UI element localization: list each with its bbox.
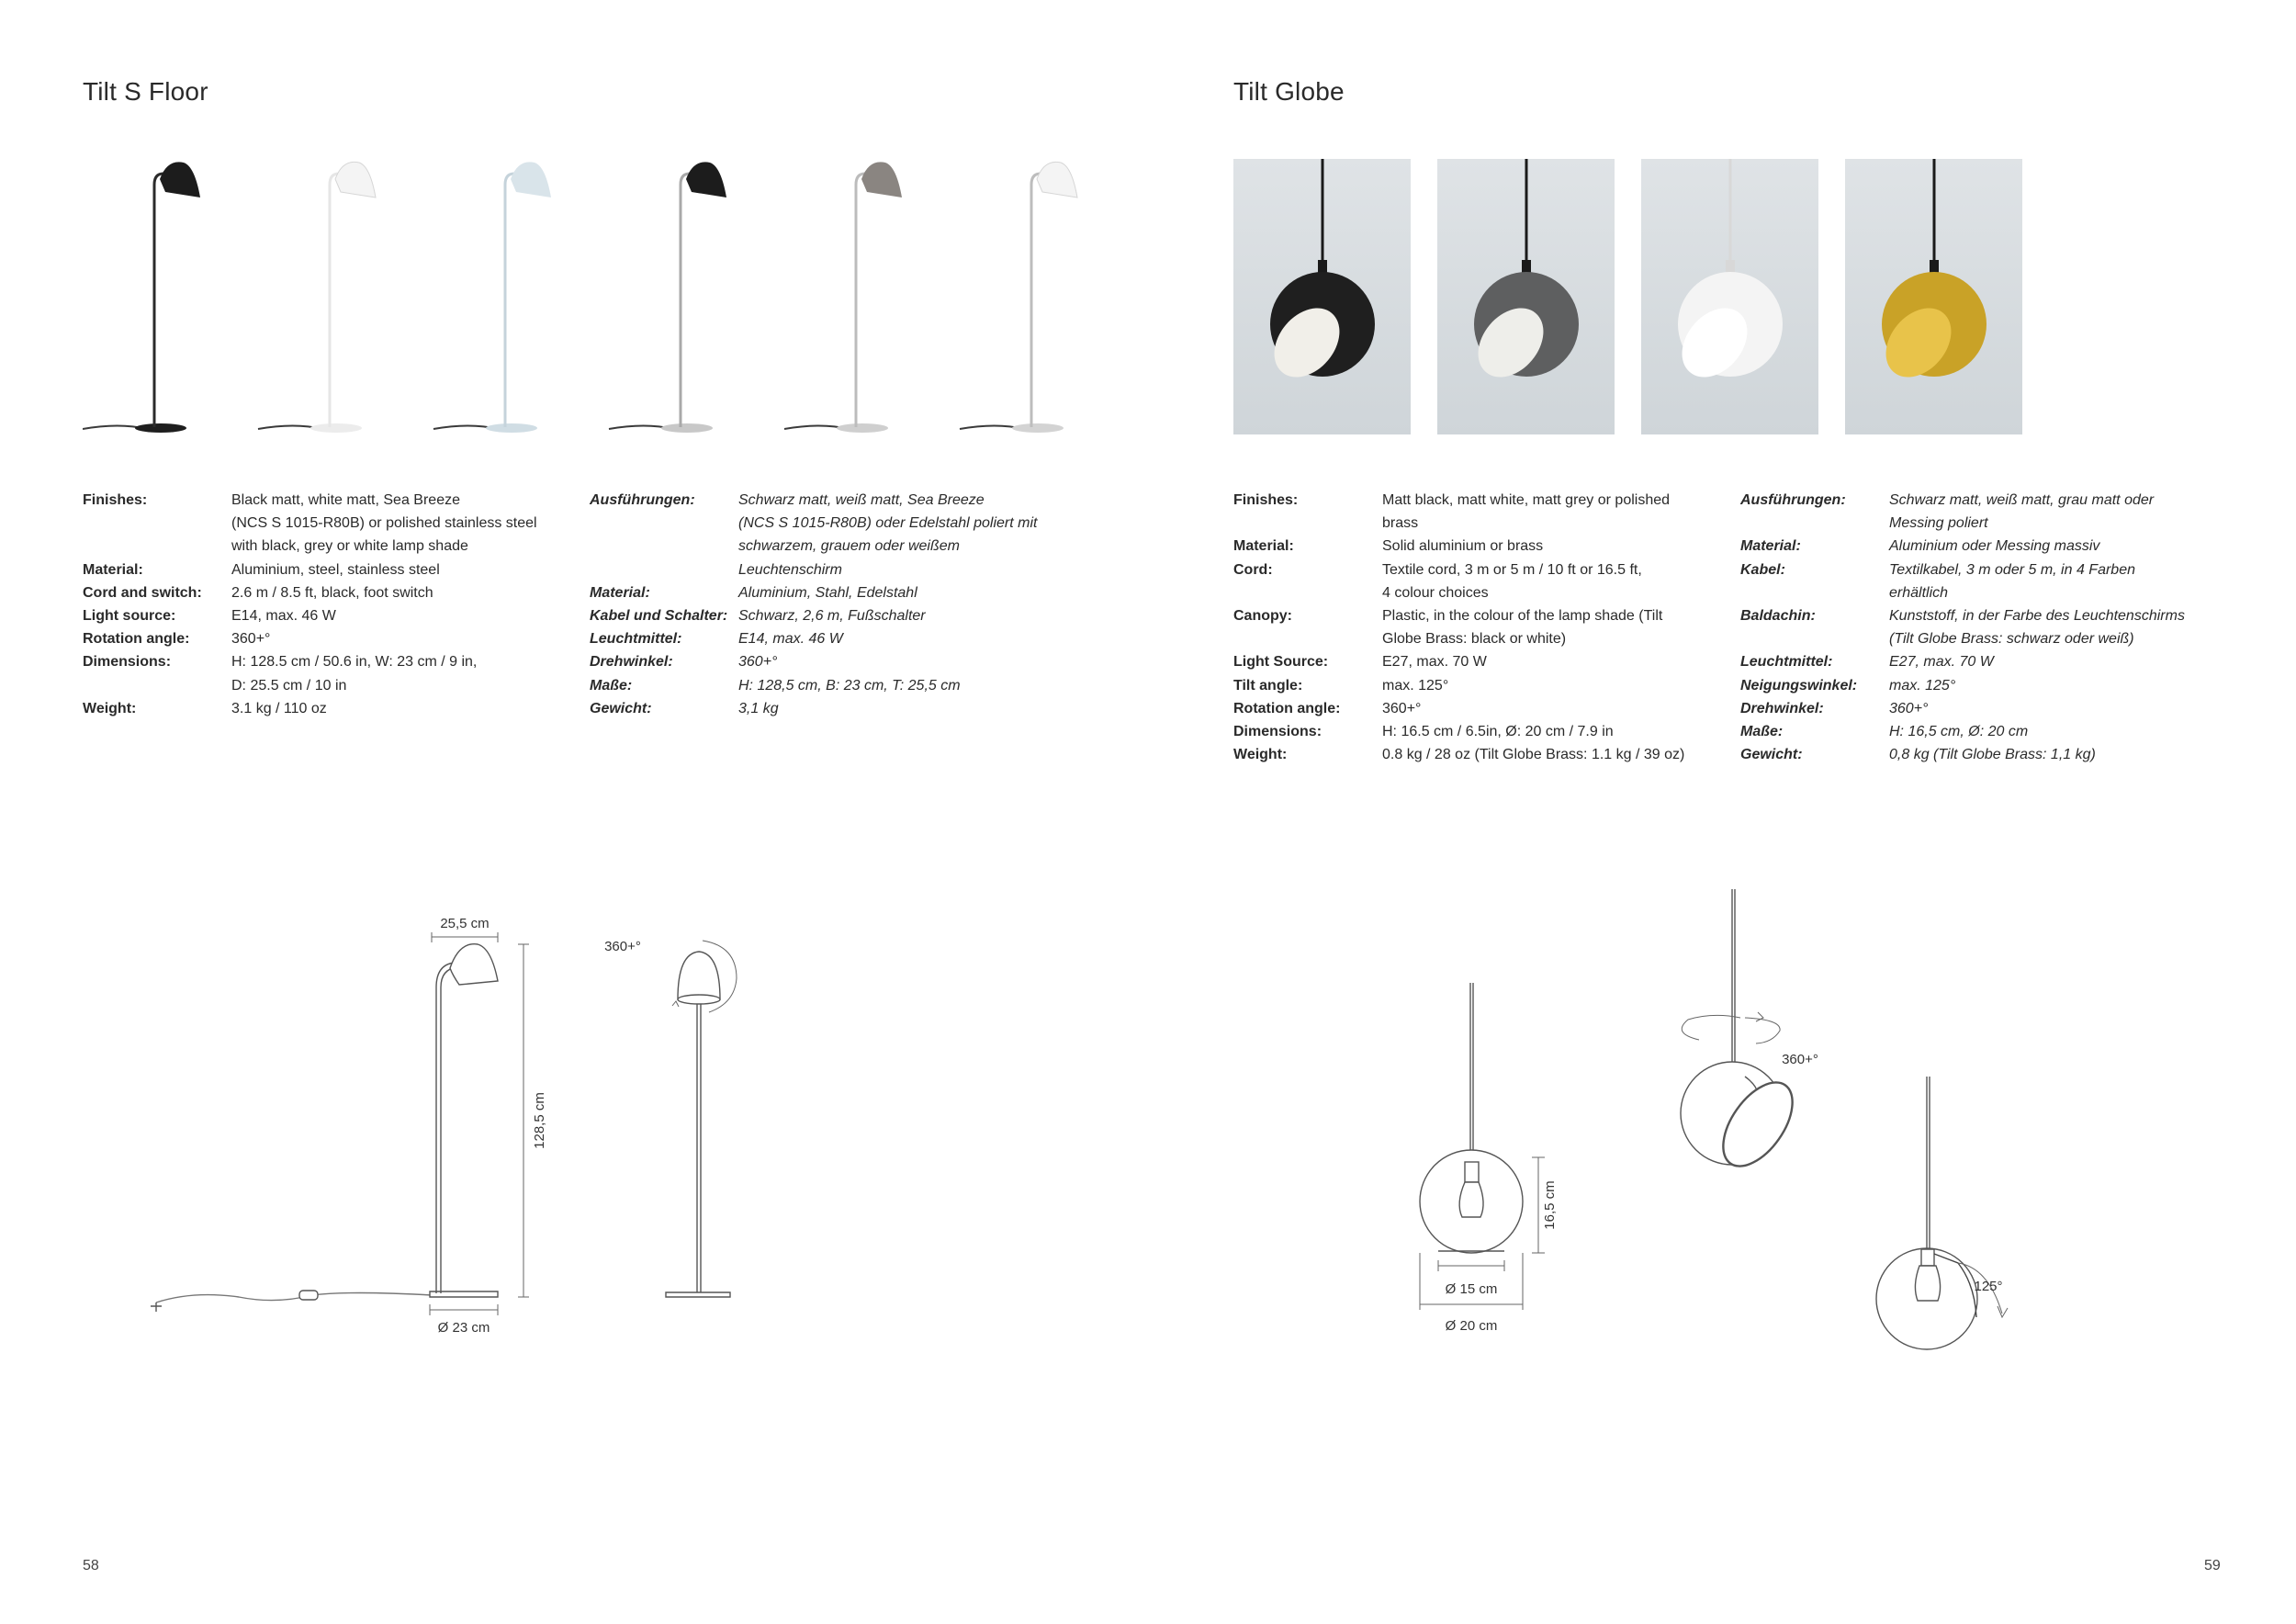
spec-row (1233, 697, 1740, 720)
spec-row (590, 697, 1106, 720)
specs-tilt-globe-de (1740, 489, 2257, 766)
page-title-tilt-s-floor: Tilt S Floor (83, 77, 208, 106)
spec-label: Leuchtmittel: (1740, 654, 1833, 671)
page-title-tilt-globe: Tilt Globe (1233, 77, 1345, 106)
spec-label: Light Source: (1233, 654, 1329, 671)
spec-row (1233, 650, 1740, 673)
spec-label: Finishes: (83, 492, 148, 508)
depth-dimension-label: 25,5 cm (440, 916, 490, 931)
spec-row (590, 581, 1106, 604)
tilt-s-floor-dimension-drawing (138, 900, 762, 1341)
spec-label: Drehwinkel: (590, 654, 673, 671)
spec-value: E14, max. 46 W (738, 631, 843, 648)
spec-value: Black matt, white matt, Sea Breeze (NCS S 1015-R80B) or polished stainless steel with black, grey or white lamp shade (231, 492, 537, 555)
spec-value: 360+° (738, 654, 778, 671)
spec-label: Material: (1233, 538, 1294, 555)
spec-label: Weight: (83, 700, 137, 716)
spec-label: Neigungswinkel: (1740, 677, 1858, 694)
spec-value: 0,8 kg (Tilt Globe Brass: 1,1 kg) (1889, 747, 2096, 763)
spec-label: Cord and switch: (83, 584, 202, 601)
spec-label: Tilt angle: (1233, 677, 1303, 694)
specs-tilt-s-floor-en (83, 489, 590, 720)
page-number-left: 58 (83, 1558, 99, 1573)
floor-lamp-variant (960, 162, 1077, 433)
spec-row (83, 697, 590, 720)
spec-label: Gewicht: (590, 700, 652, 716)
spec-value: 2.6 m / 8.5 ft, black, foot switch (231, 584, 433, 601)
spec-row (590, 674, 1106, 697)
spec-label: Drehwinkel: (1740, 700, 1824, 716)
spec-row (1233, 743, 1740, 766)
spec-value: Kunststoff, in der Farbe des Leuchtenschirms (Tilt Globe Brass: schwarz oder weiß) (1889, 608, 2185, 648)
spec-row (83, 650, 590, 696)
spec-row (1233, 535, 1740, 558)
spec-row (1233, 604, 1740, 650)
spec-value: 360+° (1889, 700, 1929, 716)
tilt-globe-photo (1845, 159, 2022, 434)
spec-label: Light source: (83, 608, 176, 625)
globe-outer-diameter-label: Ø 20 cm (1445, 1318, 1498, 1334)
spec-value: Schwarz matt, weiß matt, Sea Breeze (NCS S 1015-R80B) oder Edelstahl poliert mit schwarzem, grauem oder weißem Leuchtenschirm (738, 492, 1038, 578)
floor-lamp-variant (83, 162, 200, 433)
spec-value: Aluminium, Stahl, Edelstahl (738, 584, 917, 601)
spec-value: E27, max. 70 W (1382, 654, 1487, 671)
spec-label: Rotation angle: (83, 631, 190, 648)
spec-row (590, 627, 1106, 650)
rotation-angle-label: 360+° (604, 939, 641, 954)
spec-label: Leuchtmittel: (590, 631, 682, 648)
spec-value: 360+° (1382, 700, 1422, 716)
tilt-globe-photo (1233, 159, 1411, 434)
spec-label: Kabel: (1740, 561, 1785, 578)
floor-lamp-variant (258, 162, 376, 433)
spec-row (83, 581, 590, 604)
spec-label: Cord: (1233, 561, 1273, 578)
spec-label: Gewicht: (1740, 747, 1803, 763)
spec-row (1233, 720, 1740, 743)
spec-label: Maße: (1740, 724, 1784, 740)
spec-value: Solid aluminium or brass (1382, 538, 1544, 555)
spec-row (83, 489, 590, 558)
spec-value: Schwarz matt, weiß matt, grau matt oder Messing poliert (1889, 492, 2155, 532)
spec-label: Material: (1740, 538, 1801, 555)
spec-label: Finishes: (1233, 492, 1299, 508)
spec-label: Dimensions: (83, 654, 172, 671)
spec-value: Textilkabel, 3 m oder 5 m, in 4 Farben erhältlich (1889, 561, 2135, 601)
globe-tilt-label: 125° (1974, 1279, 2003, 1294)
spec-value: 3,1 kg (738, 700, 779, 716)
tilt-globe-photo (1641, 159, 1818, 434)
spec-row (1740, 535, 2257, 558)
spec-label: Ausführungen: (590, 492, 695, 508)
spec-row (83, 627, 590, 650)
spec-row (1740, 674, 2257, 697)
spec-label: Weight: (1233, 747, 1288, 763)
spec-value: Textile cord, 3 m or 5 m / 10 ft or 16.5 ft, 4 colour choices (1382, 561, 1642, 601)
spec-value: Aluminium, steel, stainless steel (231, 561, 440, 578)
spec-value: max. 125° (1889, 677, 1956, 694)
spec-row (1740, 720, 2257, 743)
spec-row (1233, 558, 1740, 604)
spec-value: H: 16,5 cm, Ø: 20 cm (1889, 724, 2029, 740)
spec-row (590, 489, 1106, 581)
spec-row (1740, 489, 2257, 535)
spec-value: E14, max. 46 W (231, 608, 336, 625)
spec-value: Matt black, matt white, matt grey or polished brass (1382, 492, 1671, 532)
spec-label: Ausführungen: (1740, 492, 1846, 508)
spec-row (1740, 697, 2257, 720)
globe-inner-diameter-label: Ø 15 cm (1445, 1281, 1498, 1297)
spec-value: H: 16.5 cm / 6.5in, Ø: 20 cm / 7.9 in (1382, 724, 1614, 740)
floor-lamp-variant (784, 162, 902, 433)
spec-row (1740, 558, 2257, 604)
spec-row (1233, 489, 1740, 535)
floor-lamp-variants (83, 161, 1093, 436)
spec-value: Schwarz, 2,6 m, Fußschalter (738, 608, 926, 625)
spec-label: Kabel und Schalter: (590, 608, 728, 625)
spec-row (1740, 604, 2257, 650)
spec-value: 360+° (231, 631, 271, 648)
spec-label: Material: (83, 561, 143, 578)
height-dimension-label: 128,5 cm (532, 1092, 547, 1149)
spec-row (1740, 743, 2257, 766)
spec-row (83, 558, 590, 581)
globe-rotation-label: 360+° (1782, 1052, 1818, 1067)
spec-value: E27, max. 70 W (1889, 654, 1994, 671)
spec-row (1740, 650, 2257, 673)
spec-row (1233, 674, 1740, 697)
specs-tilt-globe-en (1233, 489, 1740, 766)
spec-row (83, 604, 590, 627)
specs-tilt-s-floor-de (590, 489, 1106, 720)
spec-label: Canopy: (1233, 608, 1292, 625)
spec-value: H: 128,5 cm, B: 23 cm, T: 25,5 cm (738, 677, 961, 694)
spec-label: Rotation angle: (1233, 700, 1341, 716)
spec-value: Plastic, in the colour of the lamp shade (Tilt Globe Brass: black or white) (1382, 608, 1663, 648)
tilt-globe-photo (1437, 159, 1615, 434)
base-diameter-label: Ø 23 cm (437, 1320, 490, 1336)
spec-value: max. 125° (1382, 677, 1449, 694)
globe-height-label: 16,5 cm (1542, 1180, 1558, 1230)
tilt-globe-dimension-drawing (1396, 882, 2057, 1378)
spec-row (590, 650, 1106, 673)
spec-label: Baldachin: (1740, 608, 1816, 625)
spec-label: Dimensions: (1233, 724, 1322, 740)
spec-label: Material: (590, 584, 650, 601)
page-number-right: 59 (2204, 1558, 2221, 1573)
spec-label: Maße: (590, 677, 633, 694)
spec-value: 3.1 kg / 110 oz (231, 700, 327, 716)
spec-value: 0.8 kg / 28 oz (Tilt Globe Brass: 1.1 kg / 39 oz) (1382, 747, 1685, 763)
spec-row (590, 604, 1106, 627)
spec-value: H: 128.5 cm / 50.6 in, W: 23 cm / 9 in, D: 25.5 cm / 10 in (231, 654, 478, 694)
spec-value: Aluminium oder Messing massiv (1889, 538, 2100, 555)
floor-lamp-variant (433, 162, 551, 433)
floor-lamp-variant (609, 162, 726, 433)
